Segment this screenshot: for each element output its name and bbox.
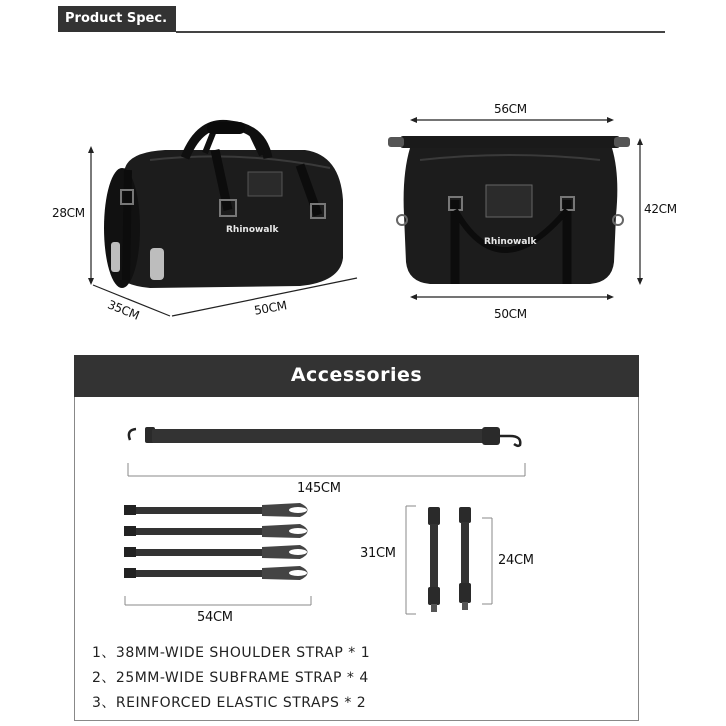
shoulder-strap-length-label: 145CM (297, 481, 341, 496)
accessory-item-2: 2、25MM-WIDE SUBFRAME STRAP * 4 (92, 670, 369, 686)
shoulder-strap-hook-left (129, 429, 136, 440)
subframe-strap-2 (124, 524, 308, 538)
left-bag-height-label: 28CM (52, 206, 85, 220)
left-bag-length-label: 50CM (253, 298, 288, 318)
right-bag-top-width-label: 56CM (494, 102, 527, 116)
subframe-strap-3 (124, 545, 308, 559)
subframe-strap-1 (124, 503, 308, 517)
subframe-strap-4 (124, 566, 308, 580)
shoulder-strap (152, 429, 492, 443)
right-bag-height-label: 42CM (644, 202, 677, 216)
product-spec-label: Product Spec. (58, 6, 176, 32)
shoulder-strap-hook-right (500, 436, 520, 446)
accessory-item-3: 3、REINFORCED ELASTIC STRAPS * 2 (92, 695, 367, 711)
right-bag-bottom-width-label: 50CM (494, 307, 527, 321)
left-bag-brand: Rhinowalk (226, 225, 279, 235)
subframe-strap-length-label: 54CM (197, 610, 233, 625)
right-bag-brand: Rhinowalk (484, 237, 537, 247)
elastic-strap-long (428, 507, 440, 612)
accessory-item-1: 1、38MM-WIDE SHOULDER STRAP * 1 (92, 645, 371, 661)
left-bag-depth-label: 35CM (105, 297, 142, 323)
elastic-strap-short-label: 24CM (498, 553, 534, 568)
elastic-strap-long-label: 31CM (360, 546, 396, 561)
accessories-title: Accessories (74, 355, 639, 397)
elastic-strap-short (459, 507, 471, 610)
